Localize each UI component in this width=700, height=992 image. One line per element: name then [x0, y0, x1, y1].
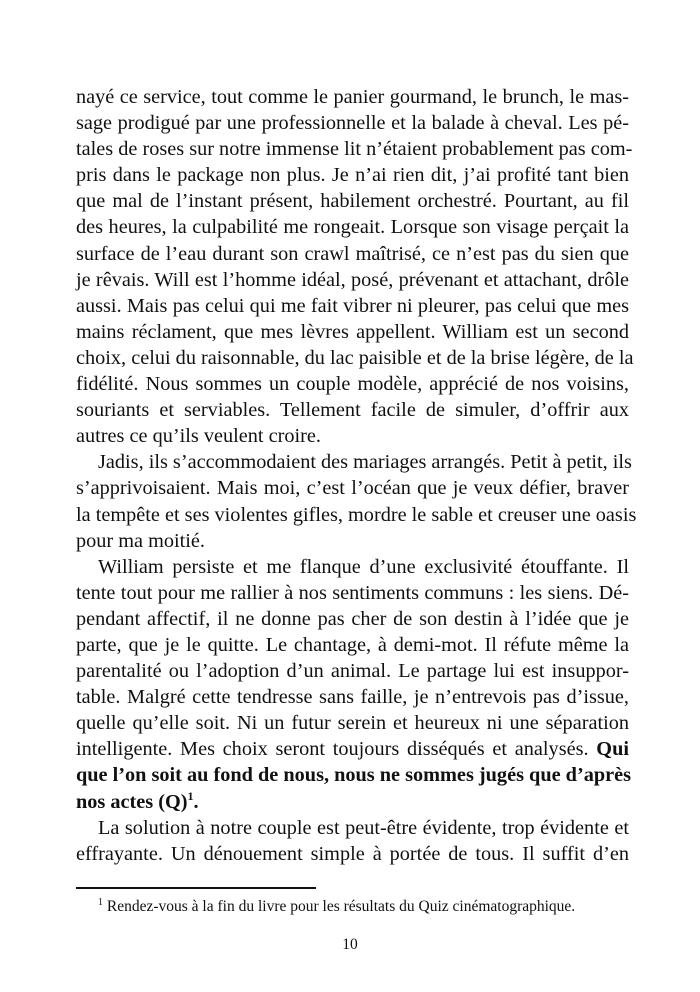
line-text: la tempête et ses violentes gifles, mordre le sable et creuser une oasis	[76, 503, 637, 526]
page-number: 10	[342, 936, 358, 953]
text-line	[76, 110, 629, 136]
text-line	[76, 762, 632, 788]
line-text: choix, celui du raisonnable, du lac paisible et de la brise légère, de la	[76, 346, 634, 369]
text-line	[76, 267, 629, 293]
line-text: autres ce qu’ils veulent croire.	[76, 425, 321, 448]
text-line	[76, 475, 629, 501]
line-text: La solution à notre couple est peut-être évidente, trop évidente et	[98, 816, 629, 839]
line-text: je rêvais. Will est l’homme idéal, posé, prévenant et attachant, drôle	[76, 268, 629, 291]
text-line	[76, 789, 629, 815]
text-line	[76, 684, 629, 710]
text-line	[76, 606, 629, 632]
body-text	[76, 84, 637, 867]
line-text: Jadis, ils s’accommodaient des mariages arrangés. Petit à petit, ils	[98, 451, 632, 474]
line-text: tente tout pour me rallier à nos sentiments communs : les siens. Dé-	[76, 581, 629, 604]
footnote-text: Rendez-vous à la fin du livre pour les résultats du Quiz cinématographique.	[103, 898, 576, 915]
bold-text: nos actes (Q)	[76, 790, 188, 813]
line-text: souriants et serviables. Tellement facile de simuler, d’offrir aux	[76, 399, 629, 422]
bold-text: .	[193, 790, 199, 813]
line-text: mains réclament, que mes lèvres appellent. William est un second	[76, 320, 629, 343]
text-line	[76, 397, 629, 423]
text-line	[76, 319, 629, 345]
line-text: pour ma moitié.	[76, 529, 205, 552]
text-line	[76, 528, 629, 554]
line-text: William persiste et me flanque d’une exclusivité étouffante. Il	[98, 555, 629, 578]
footnote-reference: 1	[187, 788, 194, 803]
line-text: quelle qu’elle soit. Ni un futur serein et heureux ni une séparation	[76, 712, 629, 735]
line-text: tales de roses sur notre immense lit n’étaient probablement pas com-	[76, 138, 633, 161]
line-text: que mal de l’instant présent, habilement orchestré. Pourtant, au fil	[76, 190, 629, 213]
line-text: nayé ce service, tout comme le panier gourmand, le brunch, le mas-	[76, 86, 629, 108]
text-line	[76, 632, 629, 658]
text-line	[76, 580, 629, 606]
footnote-marker: 1	[98, 897, 103, 908]
line-text: sage prodigué par une professionnelle et la balade à cheval. Les pé-	[76, 112, 629, 135]
text-line	[76, 293, 629, 319]
text-line	[76, 214, 629, 240]
line-text: parte, que je le quitte. Le chantage, à demi-mot. Il réfute même la	[76, 633, 629, 656]
line-text: parentalité ou l’adoption d’un animal. Le partage lui est insuppor-	[76, 660, 629, 683]
line-text: s’apprivoisaient. Mais moi, c’est l’océan que je veux défier, braver	[76, 477, 629, 500]
text-line	[76, 554, 629, 580]
text-line	[76, 162, 629, 188]
line-text: pris dans le package non plus. Je n’ai rien dit, j’ai profité tant bien	[76, 164, 629, 187]
text-line	[76, 241, 629, 267]
footnote	[98, 898, 575, 916]
text-line	[76, 710, 629, 736]
text-line	[76, 136, 633, 162]
text-line	[76, 371, 629, 397]
text-line	[76, 736, 629, 762]
text-line	[76, 449, 632, 475]
footnote-separator	[76, 887, 316, 889]
text-line	[76, 841, 629, 867]
text-line	[76, 423, 629, 449]
line-text: aussi. Mais pas celui qui me fait vibrer ni pleurer, pas celui que mes	[76, 294, 629, 317]
text-line	[76, 84, 629, 110]
text-line	[76, 815, 629, 841]
text-line	[76, 188, 629, 214]
line-text: surface de l’eau durant son crawl maîtrisé, ce n’est pas du sien que	[76, 242, 629, 265]
line-text: intelligente. Mes choix seront toujours disséqués et analysés.	[76, 738, 597, 761]
text-line	[76, 345, 634, 371]
text-line	[76, 502, 637, 528]
bold-text: Qui	[596, 738, 629, 761]
line-text: fidélité. Nous sommes un couple modèle, apprécié de nos voisins,	[76, 373, 629, 396]
line-text: pendant affectif, il ne donne pas cher de son destin à l’idée que je	[76, 607, 629, 630]
line-text: des heures, la culpabilité me rongeait. Lorsque son visage perçait la	[76, 216, 629, 239]
line-text: effrayante. Un dénouement simple à portée de tous. Il suffit d’en	[76, 842, 629, 865]
line-text: table. Malgré cette tendresse sans faille, je n’entrevois pas d’issue,	[76, 686, 629, 709]
bold-text: que l’on soit au fond de nous, nous ne sommes jugés que d’après	[76, 764, 632, 787]
text-line	[76, 658, 629, 684]
